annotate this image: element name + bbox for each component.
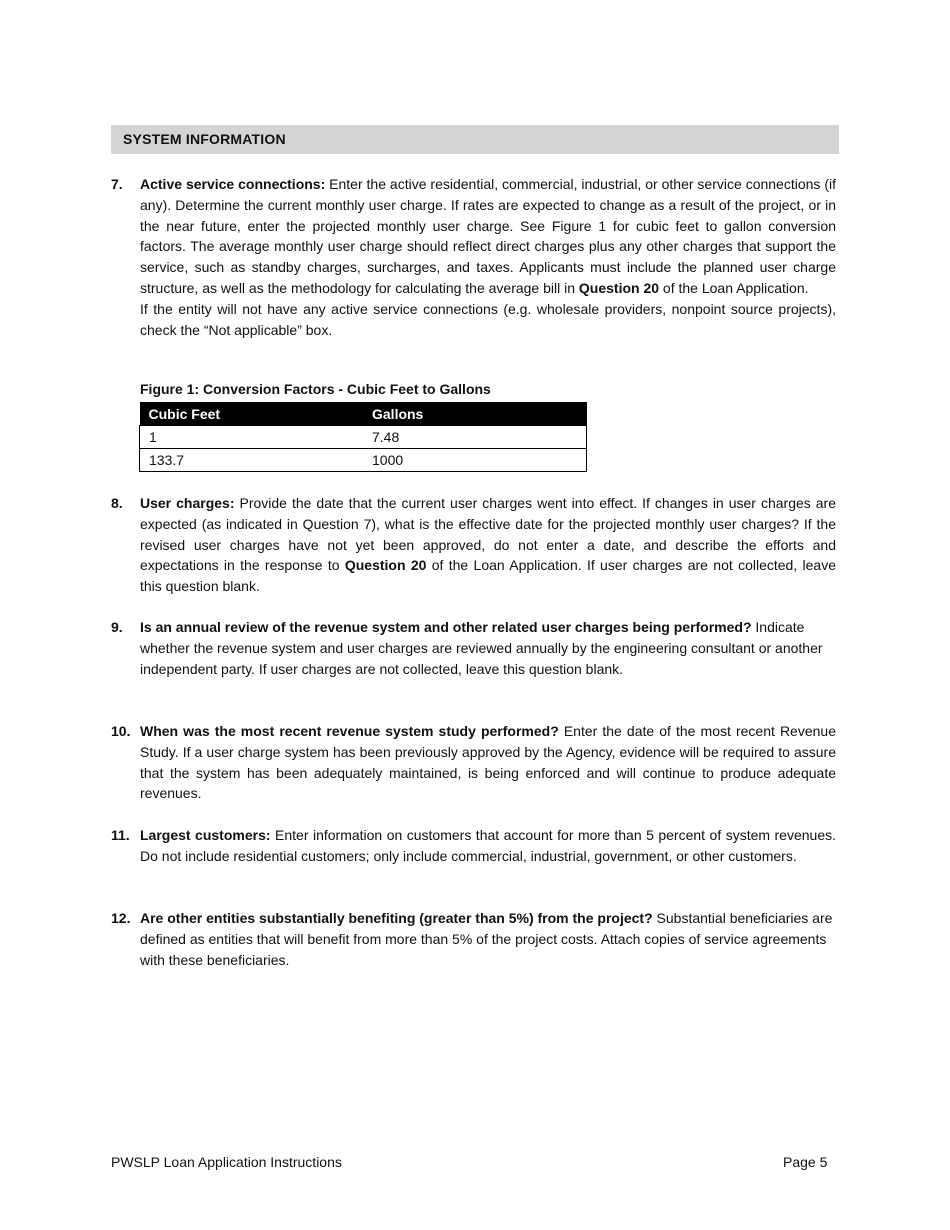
table-row [140,449,587,472]
item-number: 9. [111,619,123,635]
item-body [140,721,836,804]
table-row [140,426,587,449]
item-body [140,908,836,970]
item-number: 8. [111,495,123,511]
table-cell: 1 [140,426,364,449]
column-header: Cubic Feet [140,402,364,426]
item-8 [111,493,836,597]
item-heading: When was the most recent revenue system study performed? [140,723,559,739]
table-cell: 133.7 [140,449,364,472]
figure-caption: Figure 1: Conversion Factors - Cubic Feet to Gallons [140,381,491,397]
item-heading: Largest customers: [140,827,271,843]
section-header: SYSTEM INFORMATION [111,125,839,154]
item-text-after: of the Loan Application. If user charges are not collected, leave this question blank. [140,557,837,595]
table-header-row [140,402,587,426]
item-text: Enter the date of the most recent Revenue Study. If a user charge system has been previously approved by the Agency, evidence will be required to assure that the system has been adequately maintained, is being enforced and will continue to produce adequate revenues. [140,723,836,802]
item-heading: Active service connections: [140,176,326,192]
item-text: Provide the date that the current user charges went into effect. If changes in user charges are expected (as indicated in Question 7), what is the effective date for the projected monthly user charges? If the revised user charges have not yet been approved, do not enter a date, and describe the efforts and expectations in the response to [140,495,836,574]
table-cell: 1000 [363,449,587,472]
item-text-after: of the Loan Application. [659,279,809,296]
item-body [140,617,836,679]
column-header: Gallons [363,402,587,426]
question-reference: Question 20 [344,557,427,574]
item-11 [111,825,836,867]
item-7 [111,174,836,340]
item-text: Substantial beneficiaries are defined as entities that will benefit from more than 5% of the project costs. Attach copies of service agreements with these beneficiaries. [140,910,833,968]
item-9 [111,617,836,679]
item-10 [111,721,836,804]
item-heading: Is an annual review of the revenue system and other related user charges being performed? [140,619,752,635]
item-number: 12. [111,910,131,926]
table-cell: 7.48 [363,426,587,449]
page-number: Page 5 [783,1154,828,1170]
item-heading: Are other entities substantially benefiting (greater than 5%) from the project? [140,910,653,926]
conversion-table [139,402,587,472]
item-number: 7. [111,176,123,192]
item-body [140,174,836,340]
item-number: 10. [111,723,131,739]
item-number: 11. [111,827,130,843]
question-reference: Question 20 [578,279,660,296]
item-heading: User charges: [140,495,235,511]
item-text: Enter the active residential, commercial, industrial, or other service connections (if any). Determine the current monthly user charge. If rates are expected to change as a result of the project, or in the near future, enter the projected monthly user charge. See Figure 1 for cubic feet to gallon conversion factors. The average monthly user charge should reflect direct charges plus any other charges that support the service, such as standby charges, surcharges, and taxes. Applicants must include the planned user charge structure, as well as the methodology for calculating the average bill in [140,176,836,296]
item-paragraph-2: If the entity will not have any active service connections (e.g. wholesale providers, nonpoint source projects), check the “Not applicable” box. [140,300,836,338]
item-12 [111,908,836,970]
item-body [140,825,836,867]
footer-title: PWSLP Loan Application Instructions [111,1154,342,1170]
item-body [140,493,836,597]
item-text: Enter information on customers that account for more than 5 percent of system revenues. Do not include residential customers; only include commercial, industrial, government, or other customers. [140,827,836,864]
item-text: Indicate whether the revenue system and user charges are reviewed annually by the engineering consultant or another independent party. If user charges are not collected, leave this question blank. [140,619,823,677]
